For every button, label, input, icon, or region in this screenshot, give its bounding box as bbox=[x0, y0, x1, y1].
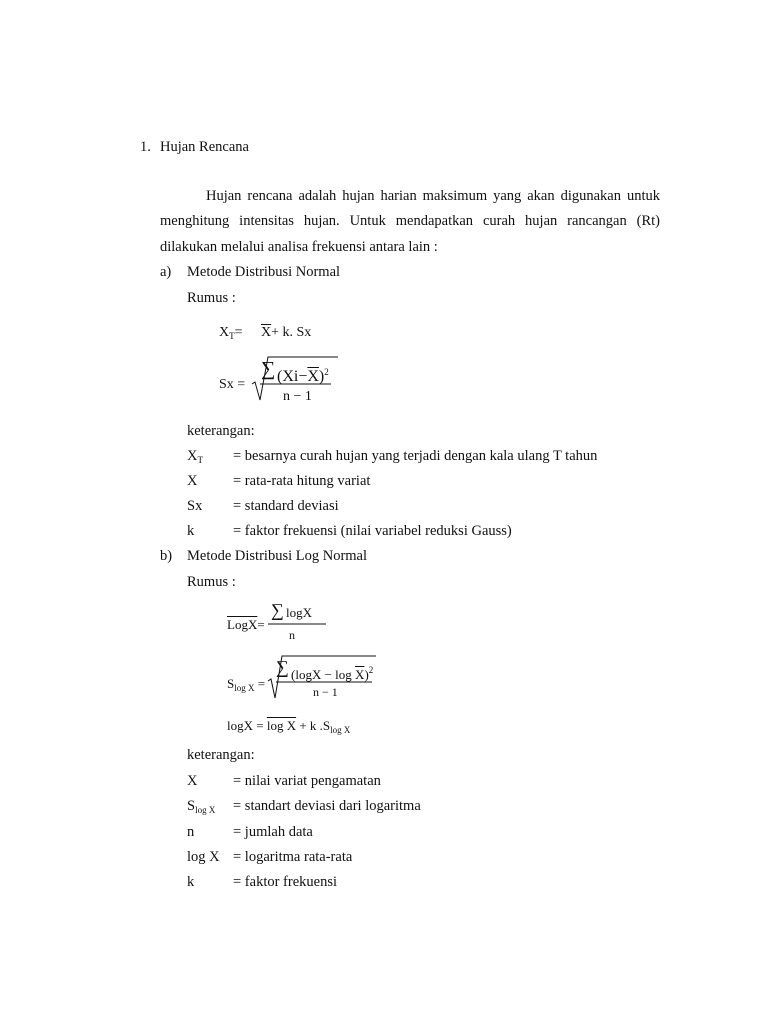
legend-b-sym-4: k bbox=[187, 874, 195, 890]
fraction-line bbox=[268, 623, 328, 625]
formula-logx-lhs: LogX= bbox=[227, 617, 265, 632]
legend-b-desc-3: = logaritma rata-rata bbox=[233, 849, 353, 865]
legend-b-sym-2: n bbox=[187, 824, 195, 840]
formula-slog-lhs: $S_{log X}$ = bbox=[227, 676, 266, 693]
legend-a-desc-0: = besarnya curah hujan yang terjadi dengan kala ulang T tahun bbox=[233, 448, 598, 464]
method-a-title: Metode Distribusi Normal bbox=[187, 264, 341, 280]
intro-paragraph bbox=[160, 184, 660, 260]
formula-slog-sigma: ∑ bbox=[276, 657, 289, 677]
intro-text: Hujan rencana adalah hujan harian maksimum yang akan digunakan untuk menghitung intensitas hujan. Untuk mendapatkan curah hujan rancangan (Rt) dilakukan melalui analisa frekuensi antara lain : bbox=[160, 188, 660, 255]
legend-a-desc-1: = rata-rata hitung variat bbox=[233, 473, 371, 489]
formula-xt: $X_T=$ bbox=[219, 325, 243, 341]
keterangan-b-label: keterangan: bbox=[187, 747, 255, 763]
legend-a-desc-3: = faktor frekuensi (nilai variabel reduksi Gauss) bbox=[233, 523, 512, 539]
legend-b-desc-0: = nilai variat pengamatan bbox=[233, 773, 381, 789]
method-a-rumus: Rumus : bbox=[187, 290, 236, 306]
legend-a-sym-1: X bbox=[187, 473, 198, 489]
legend-b-sym-0: X bbox=[187, 773, 198, 789]
legend-a-sym-2: Sx bbox=[187, 498, 203, 514]
sigma-symbol: ∑ bbox=[261, 358, 276, 380]
formula-xt-rhs: $\overline{X}+ k$. Sx bbox=[261, 325, 312, 340]
legend-b-sym-3: log X bbox=[187, 849, 220, 865]
legend-b-sym-1: $S_{log X}$ bbox=[187, 798, 216, 815]
legend-a-desc-2: = standard deviasi bbox=[233, 498, 339, 514]
formula-logx-numerator: logX bbox=[286, 605, 312, 620]
formula-slog-denominator: n − 1 bbox=[313, 685, 338, 699]
legend-b-desc-4: = faktor frekuensi bbox=[233, 874, 337, 890]
section-number: 1. bbox=[140, 139, 151, 155]
formula-slog-numerator: $(\log X - \log \overline{X})^2$ bbox=[291, 665, 374, 682]
formula-logx-sigma: ∑ bbox=[271, 600, 284, 620]
method-a-marker: a) bbox=[160, 264, 172, 280]
legend-b-desc-2: = jumlah data bbox=[233, 824, 313, 840]
legend-b-desc-1: = standart deviasi dari logaritma bbox=[233, 798, 421, 814]
formula-sx-numerator: $(Xi-\overline{X})^2$ bbox=[277, 367, 329, 385]
formula-logx2: logX = log X + k $.S_{log X}$ bbox=[227, 718, 351, 735]
formula-logx-denominator: n bbox=[289, 628, 295, 642]
method-b-marker: b) bbox=[160, 548, 173, 564]
legend-a-sym-3: k bbox=[187, 523, 195, 539]
method-b-title: Metode Distribusi Log Normal bbox=[187, 548, 368, 564]
formula-sx-denominator: n − 1 bbox=[283, 389, 312, 404]
section-title: Hujan Rencana bbox=[160, 139, 249, 155]
keterangan-a-label: keterangan: bbox=[187, 423, 255, 439]
legend-a-sym-0: $X_T$ bbox=[187, 448, 203, 465]
formula-sx-lhs: Sx = bbox=[219, 377, 246, 392]
method-b-rumus: Rumus : bbox=[187, 574, 236, 590]
